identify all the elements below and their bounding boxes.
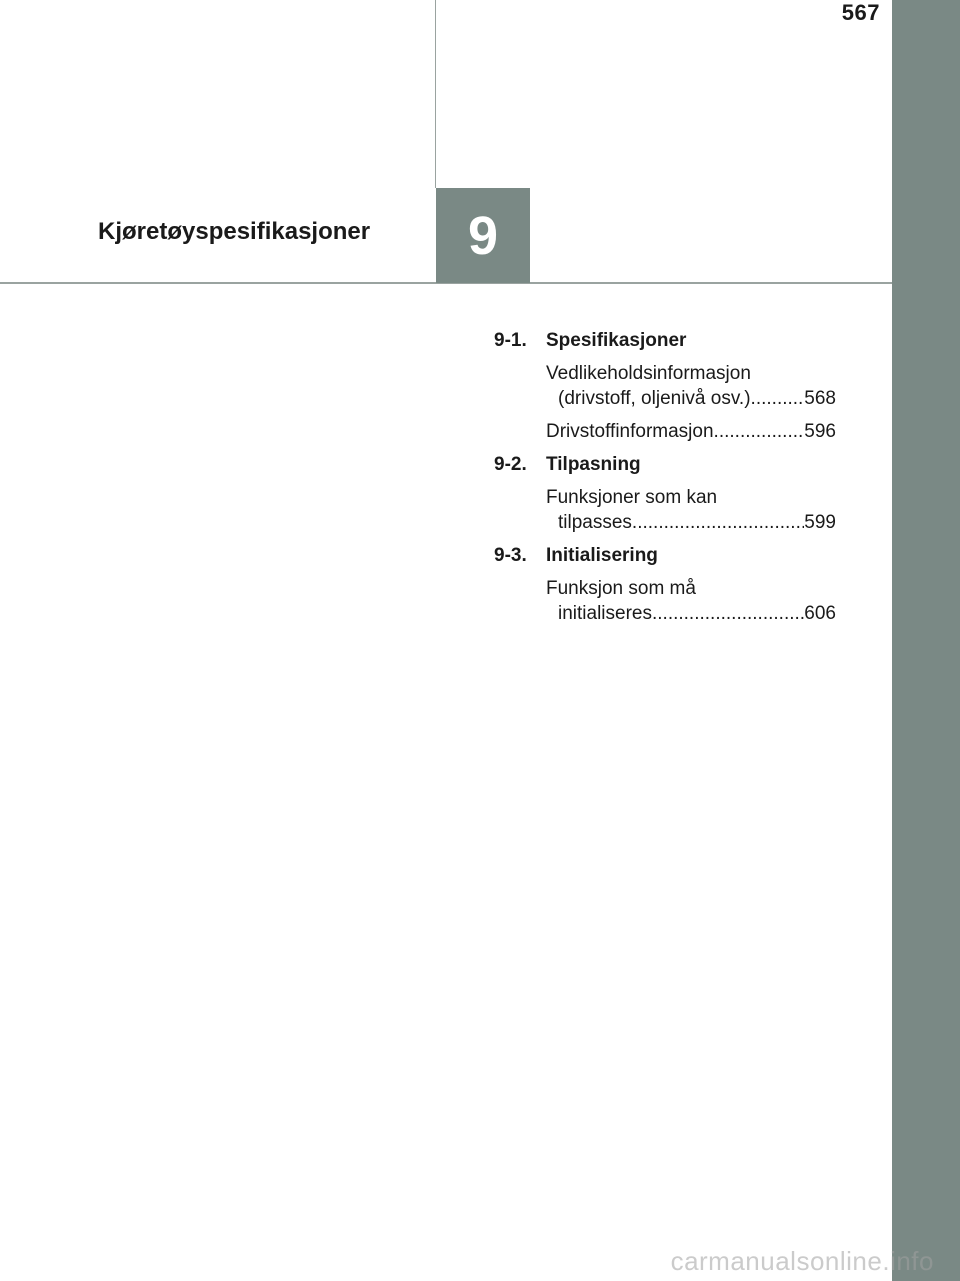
entry-title-line2: (drivstoff, oljenivå osv.) bbox=[558, 388, 751, 409]
entry-title-line2: tilpasses bbox=[558, 512, 632, 533]
section-number: 9-1. bbox=[494, 330, 527, 351]
chapter-number: 9 bbox=[467, 205, 499, 266]
entry-title-line1: Vedlikeholdsinformasjon bbox=[546, 363, 751, 384]
entry-page: 568 bbox=[804, 388, 836, 409]
page-number: 567 bbox=[841, 0, 880, 25]
table-of-contents bbox=[494, 328, 836, 634]
leader-dots bbox=[652, 601, 804, 626]
section-title: Spesifikasjoner bbox=[546, 330, 687, 351]
chapter-title: Kjøretøyspesifikasjoner bbox=[98, 218, 371, 245]
toc-entry[interactable] bbox=[546, 576, 836, 626]
entry-title: Drivstoffinformasjon bbox=[546, 421, 714, 442]
watermark: carmanualsonline.info bbox=[670, 1246, 934, 1276]
entry-page: 599 bbox=[804, 512, 836, 533]
toc-entry[interactable] bbox=[546, 419, 836, 444]
leader-dots bbox=[751, 386, 805, 411]
section-number: 9-2. bbox=[494, 454, 527, 475]
section-title: Tilpasning bbox=[546, 454, 641, 475]
chapter-number-box bbox=[436, 188, 530, 283]
toc-entry[interactable] bbox=[546, 361, 836, 411]
chapter-side-tab bbox=[892, 0, 960, 1281]
entry-title-line1: Funksjoner som kan bbox=[546, 487, 718, 508]
leader-dots bbox=[632, 510, 804, 535]
entry-title-line2: initialiseres bbox=[558, 603, 652, 624]
toc-section[interactable] bbox=[494, 452, 836, 477]
divider-vertical bbox=[435, 0, 436, 188]
toc-section[interactable] bbox=[494, 543, 836, 568]
section-number: 9-3. bbox=[494, 545, 527, 566]
toc-section[interactable] bbox=[494, 328, 836, 353]
entry-page: 596 bbox=[804, 421, 836, 442]
toc-entry[interactable] bbox=[546, 485, 836, 535]
entry-page: 606 bbox=[804, 603, 836, 624]
entry-title-line1: Funksjon som må bbox=[546, 578, 696, 599]
section-title: Initialisering bbox=[546, 545, 658, 566]
leader-dots bbox=[714, 419, 805, 444]
